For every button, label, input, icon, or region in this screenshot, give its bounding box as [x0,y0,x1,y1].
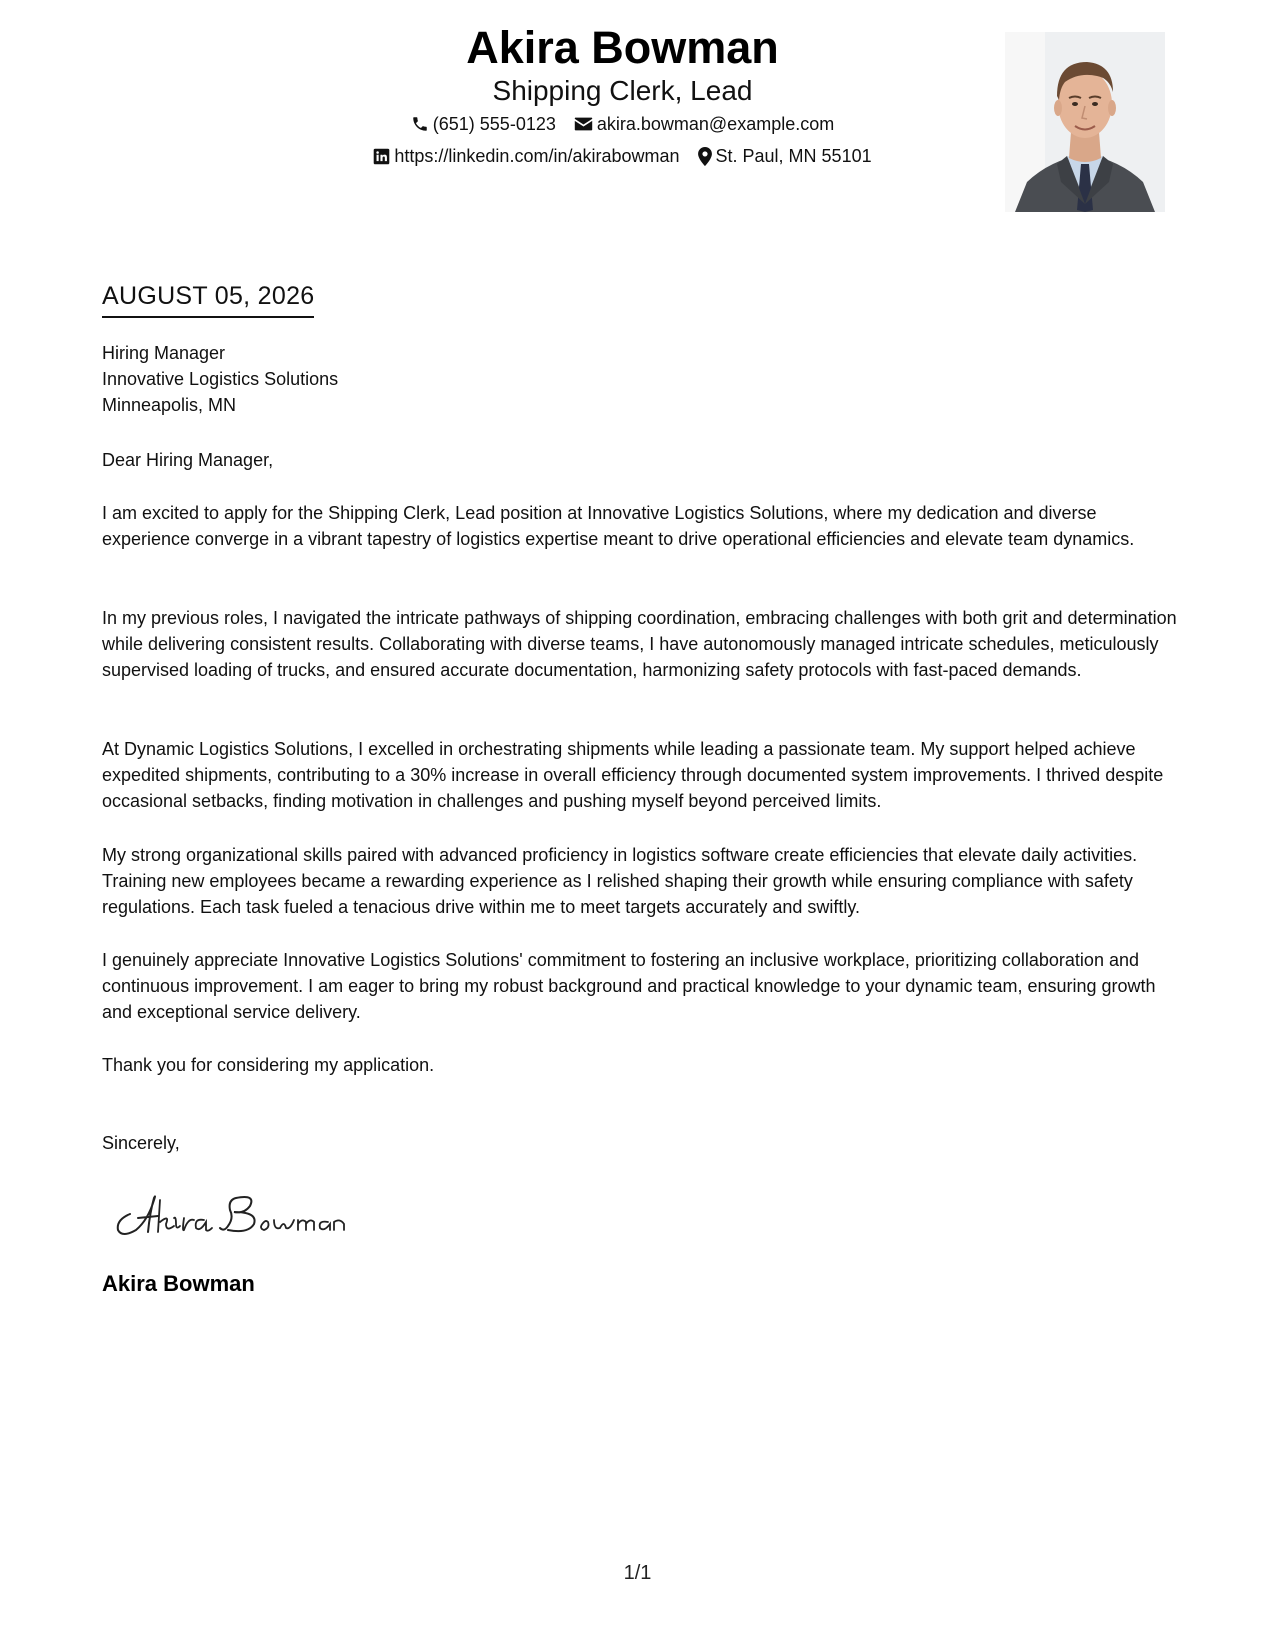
applicant-name: Akira Bowman [466,22,779,73]
linkedin-url[interactable]: https://linkedin.com/in/akirabowman [394,146,680,166]
body-paragraph-5: I genuinely appreciate Innovative Logistics Solutions' commitment to fostering an inclusive workplace, prioritizing collaboration and continuous improvement. I am eager to bring my robust background and practical knowledge to your dynamic team, ensuring growth and exceptional service delivery. [102,950,1156,1022]
recipient-title: Hiring Manager [102,343,226,363]
body-paragraph-4: My strong organizational skills paired with advanced proficiency in logistics software create efficiencies that elevate daily activities. Training new employees became a rewarding experience as I relished shaping their growth while ensuring compliance with safety regulations. Each task fueled a tenacious drive within me to meet targets accurately and swiftly. [102,845,1138,917]
linkedin-icon [373,148,390,165]
page-number: 1/1 [623,1562,652,1584]
email-contact [574,108,834,140]
email-address[interactable]: akira.bowman@example.com [596,114,835,134]
location-contact [698,140,872,172]
salutation: Dear Hiring Manager, [102,450,274,470]
map-marker-icon [698,147,712,166]
body-paragraph-3: At Dynamic Logistics Solutions, I excelled in orchestrating shipments while leading a passionate team. My support helped achieve expedited shipments, contributing to a 30% increase in overall efficiency through documented system improvements. I thrived despite occasional setbacks, finding motivation in challenges and pushing myself beyond perceived limits. [102,739,1164,811]
letter-date: AUGUST 05, 2026 [102,280,314,318]
handwritten-signature [108,1180,358,1240]
job-title: Shipping Clerk, Lead [492,75,753,106]
envelope-icon [574,116,593,132]
signer-name: Akira Bowman [102,1271,255,1296]
body-paragraph-6: Thank you for considering my application. [102,1055,435,1075]
closing-line: Sincerely, [102,1133,180,1153]
phone-contact [411,108,556,140]
linkedin-contact [373,140,679,172]
body-paragraph-1: I am excited to apply for the Shipping Clerk, Lead position at Innovative Logistics Solutions, where my dedication and diverse experience converge in a vibrant tapestry of logistics expertise meant to drive operational efficiencies and elevate team dynamics. [102,503,1135,549]
phone-icon [411,115,429,133]
recipient-block [102,340,1177,418]
location-text: St. Paul, MN 55101 [715,146,872,166]
recipient-location: Minneapolis, MN [102,395,237,415]
profile-photo [1005,32,1165,212]
body-paragraph-2: In my previous roles, I navigated the intricate pathways of shipping coordination, embracing challenges with both grit and determination while delivering consistent results. Collaborating with diverse teams, I have autonomously managed intricate schedules, meticulously supervised loading of trucks, and ensured accurate documentation, harmonizing safety protocols with fast-paced demands. [102,608,1177,680]
recipient-company: Innovative Logistics Solutions [102,369,339,389]
phone-number: (651) 555-0123 [432,114,556,134]
